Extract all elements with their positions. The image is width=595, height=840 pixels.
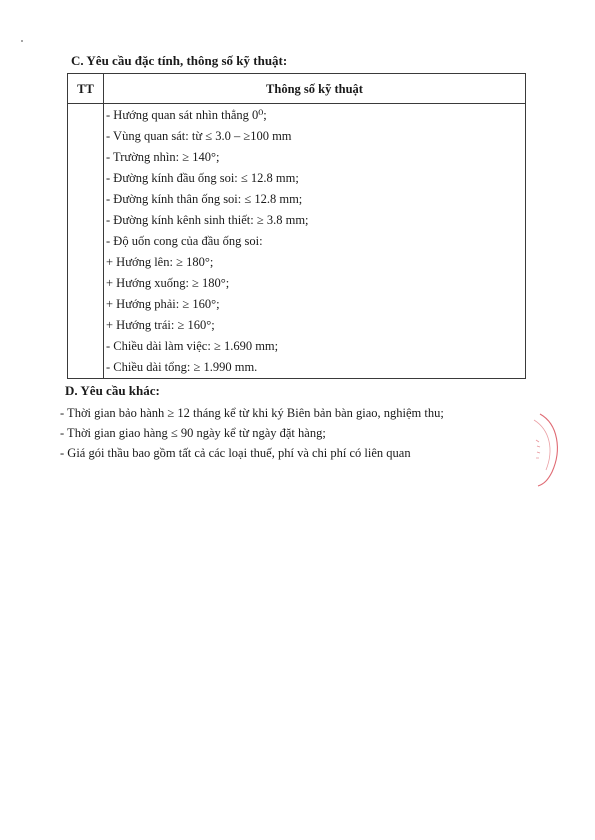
- red-seal-stamp-icon: [528, 410, 568, 490]
- spec-item: - Chiều dài tổng: ≥ 1.990 mm.: [106, 360, 258, 374]
- spec-item: - Đường kính thân ống soi: ≤ 12.8 mm;: [106, 192, 303, 206]
- spec-item: - Vùng quan sát: từ ≤ 3.0 – ≥100 mm: [106, 129, 292, 143]
- header-tt: TT: [77, 82, 94, 96]
- section-c-title: C. Yêu cầu đặc tính, thông số kỹ thuật:: [71, 53, 288, 68]
- other-requirements-list: [60, 403, 444, 463]
- section-d-title: D. Yêu cầu khác:: [65, 383, 160, 398]
- column-divider: [103, 74, 104, 378]
- spec-item: + Hướng xuống: ≥ 180°;: [106, 276, 230, 290]
- header-spec: Thông số kỹ thuật: [266, 82, 363, 96]
- spec-item: - Đường kính đầu ống soi: ≤ 12.8 mm;: [106, 171, 299, 185]
- scan-speck: [21, 40, 23, 42]
- requirement-item: - Thời gian giao hàng ≤ 90 ngày kể từ ngày đặt hàng;: [60, 426, 326, 440]
- spec-item: - Chiều dài làm việc: ≥ 1.690 mm;: [106, 339, 279, 353]
- spec-table: [67, 73, 526, 379]
- spec-item: + Hướng trái: ≥ 160°;: [106, 318, 215, 332]
- requirement-item: - Thời gian bảo hành ≥ 12 tháng kể từ khi ký Biên bản bàn giao, nghiệm thu;: [60, 406, 444, 420]
- spec-item: + Hướng lên: ≥ 180°;: [106, 255, 214, 269]
- requirement-item: - Giá gói thầu bao gồm tất cả các loại thuế, phí và chi phí có liên quan: [60, 446, 411, 460]
- table-header-row: [68, 74, 525, 104]
- spec-item: - Độ uốn cong của đầu ống soi:: [106, 234, 263, 248]
- spec-item: + Hướng phải: ≥ 160°;: [106, 297, 220, 311]
- spec-item: - Trường nhìn: ≥ 140°;: [106, 150, 220, 164]
- spec-item: - Hướng quan sát nhìn thẳng 0⁰;: [106, 108, 267, 122]
- spec-list: [106, 105, 521, 378]
- spec-item: - Đường kính kênh sinh thiết: ≥ 3.8 mm;: [106, 213, 309, 227]
